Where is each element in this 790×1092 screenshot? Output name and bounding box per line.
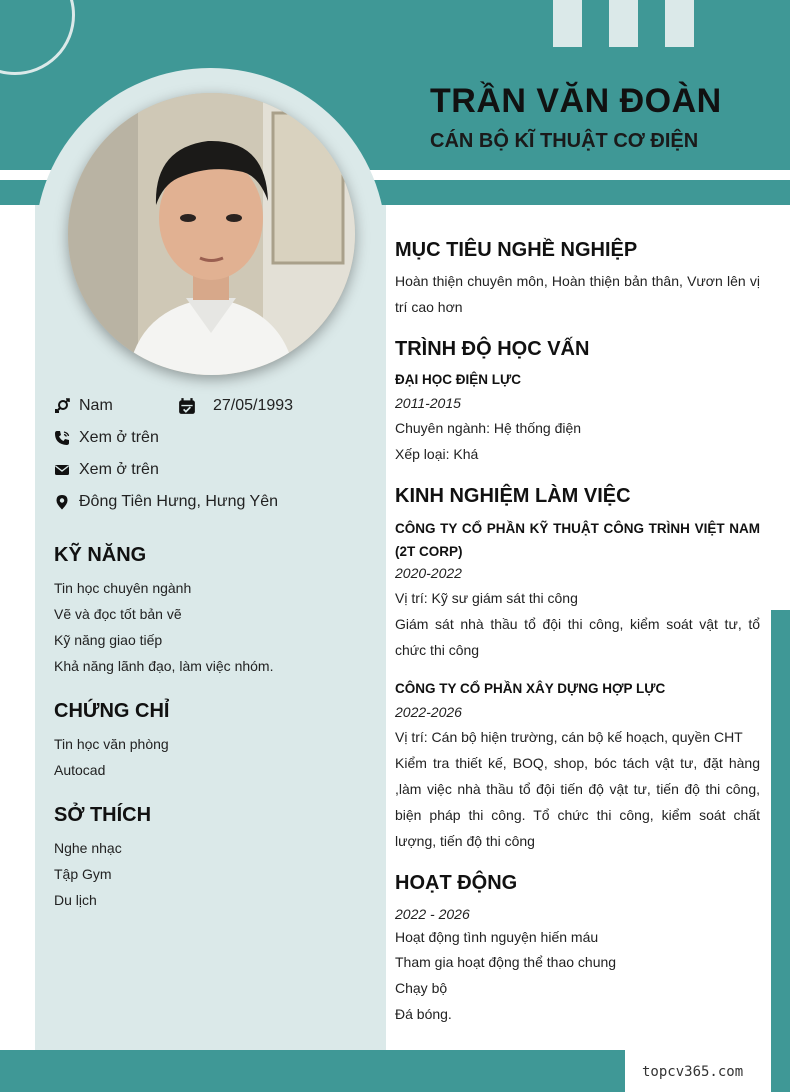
- birthday-row: [178, 397, 293, 415]
- phone-row: [54, 429, 159, 447]
- job-position: Vị trí: Kỹ sư giám sát thi công: [395, 590, 578, 606]
- profile-photo: [68, 93, 355, 375]
- location-pin-icon: [54, 494, 70, 510]
- decorative-bar: [609, 0, 638, 47]
- company-name: CÔNG TY CỔ PHẦN XÂY DỰNG HỢP LỰC: [395, 681, 666, 696]
- skill-item: Vẽ và đọc tốt bản vẽ: [54, 606, 182, 622]
- gender-value: Nam: [79, 397, 113, 414]
- candidate-name: TRẦN VĂN ĐOÀN: [430, 82, 722, 120]
- hobby-item: Du lịch: [54, 892, 97, 908]
- school-name: ĐẠI HỌC ĐIỆN LỰC: [395, 372, 521, 387]
- gender-icon: [54, 398, 70, 414]
- activity-item: Đá bóng.: [395, 1006, 452, 1022]
- company-name: CÔNG TY CỔ PHẦN KỸ THUẬT CÔNG TRÌNH VIỆT NAM (2T CORP): [395, 521, 760, 559]
- objective-title: MỤC TIÊU NGHỀ NGHIỆP: [395, 239, 638, 261]
- right-stripe: [771, 610, 790, 1092]
- calendar-icon: [178, 397, 196, 415]
- envelope-icon: [54, 462, 70, 478]
- activity-item: Hoạt động tình nguyện hiến máu: [395, 929, 599, 945]
- hobby-item: Nghe nhạc: [54, 840, 122, 856]
- email-value: Xem ở trên: [79, 461, 159, 478]
- skill-item: Tin học chuyên ngành: [54, 580, 192, 596]
- phone-icon: [54, 430, 70, 446]
- footer-band: [0, 1050, 625, 1092]
- decorative-bar: [553, 0, 582, 47]
- certificate-item: Tin học văn phòng: [54, 736, 169, 752]
- activities-title: HOẠT ĐỘNG: [395, 872, 518, 894]
- job-position: Vị trí: Cán bộ hiện trường, cán bộ kế hoạch, quyền CHT: [395, 729, 743, 745]
- activity-item: Chạy bộ: [395, 980, 448, 996]
- job-description: Giám sát nhà thầu tổ đội thi công, kiểm soát vật tư, tổ chức thi công: [395, 616, 760, 658]
- job-title: CÁN BỘ KĨ THUẬT CƠ ĐIỆN: [430, 130, 699, 152]
- birthday-value: 27/05/1993: [213, 397, 294, 414]
- job-period: 2020-2022: [395, 565, 462, 581]
- portrait-illustration: [68, 93, 355, 375]
- skill-item: Khả năng lãnh đạo, làm việc nhóm.: [54, 658, 274, 674]
- activity-item: Tham gia hoạt động thể thao chung: [395, 954, 617, 970]
- objective-text: Hoàn thiện chuyên môn, Hoàn thiện bản thân, Vươn lên vị trí cao hơn: [395, 273, 760, 315]
- job-description: Kiểm tra thiết kế, BOQ, shop, bóc tách vật tư, đặt hàng ,làm việc nhà thầu tổ đội tiến độ vật tư, tiến độ thi công, biện pháp thi công. Tổ chức thi công, kiểm soát chất lượng, tiến độ thi công: [395, 755, 760, 849]
- email-row: [54, 461, 159, 479]
- certificates-title: CHỨNG CHỈ: [54, 700, 170, 722]
- education-major: Chuyên ngành: Hệ thống điện: [395, 420, 582, 436]
- education-grade: Xếp loại: Khá: [395, 446, 479, 462]
- address-row: [54, 493, 278, 511]
- activities-period: 2022 - 2026: [395, 906, 470, 922]
- hobbies-title: SỞ THÍCH: [54, 804, 152, 826]
- skills-title: KỸ NĂNG: [54, 544, 147, 566]
- address-value: Đông Tiên Hưng, Hưng Yên: [79, 493, 279, 510]
- decorative-bar: [665, 0, 694, 47]
- watermark: topcv365.com: [642, 1064, 744, 1080]
- hobby-item: Tập Gym: [54, 866, 112, 882]
- phone-value: Xem ở trên: [79, 429, 159, 446]
- skill-item: Kỹ năng giao tiếp: [54, 632, 163, 648]
- experience-title: KINH NGHIỆM LÀM VIỆC: [395, 485, 631, 507]
- job-period: 2022-2026: [395, 704, 462, 720]
- education-period: 2011-2015: [395, 395, 461, 411]
- gender-row: [54, 397, 113, 415]
- certificate-item: Autocad: [54, 762, 106, 778]
- education-title: TRÌNH ĐỘ HỌC VẤN: [395, 338, 590, 360]
